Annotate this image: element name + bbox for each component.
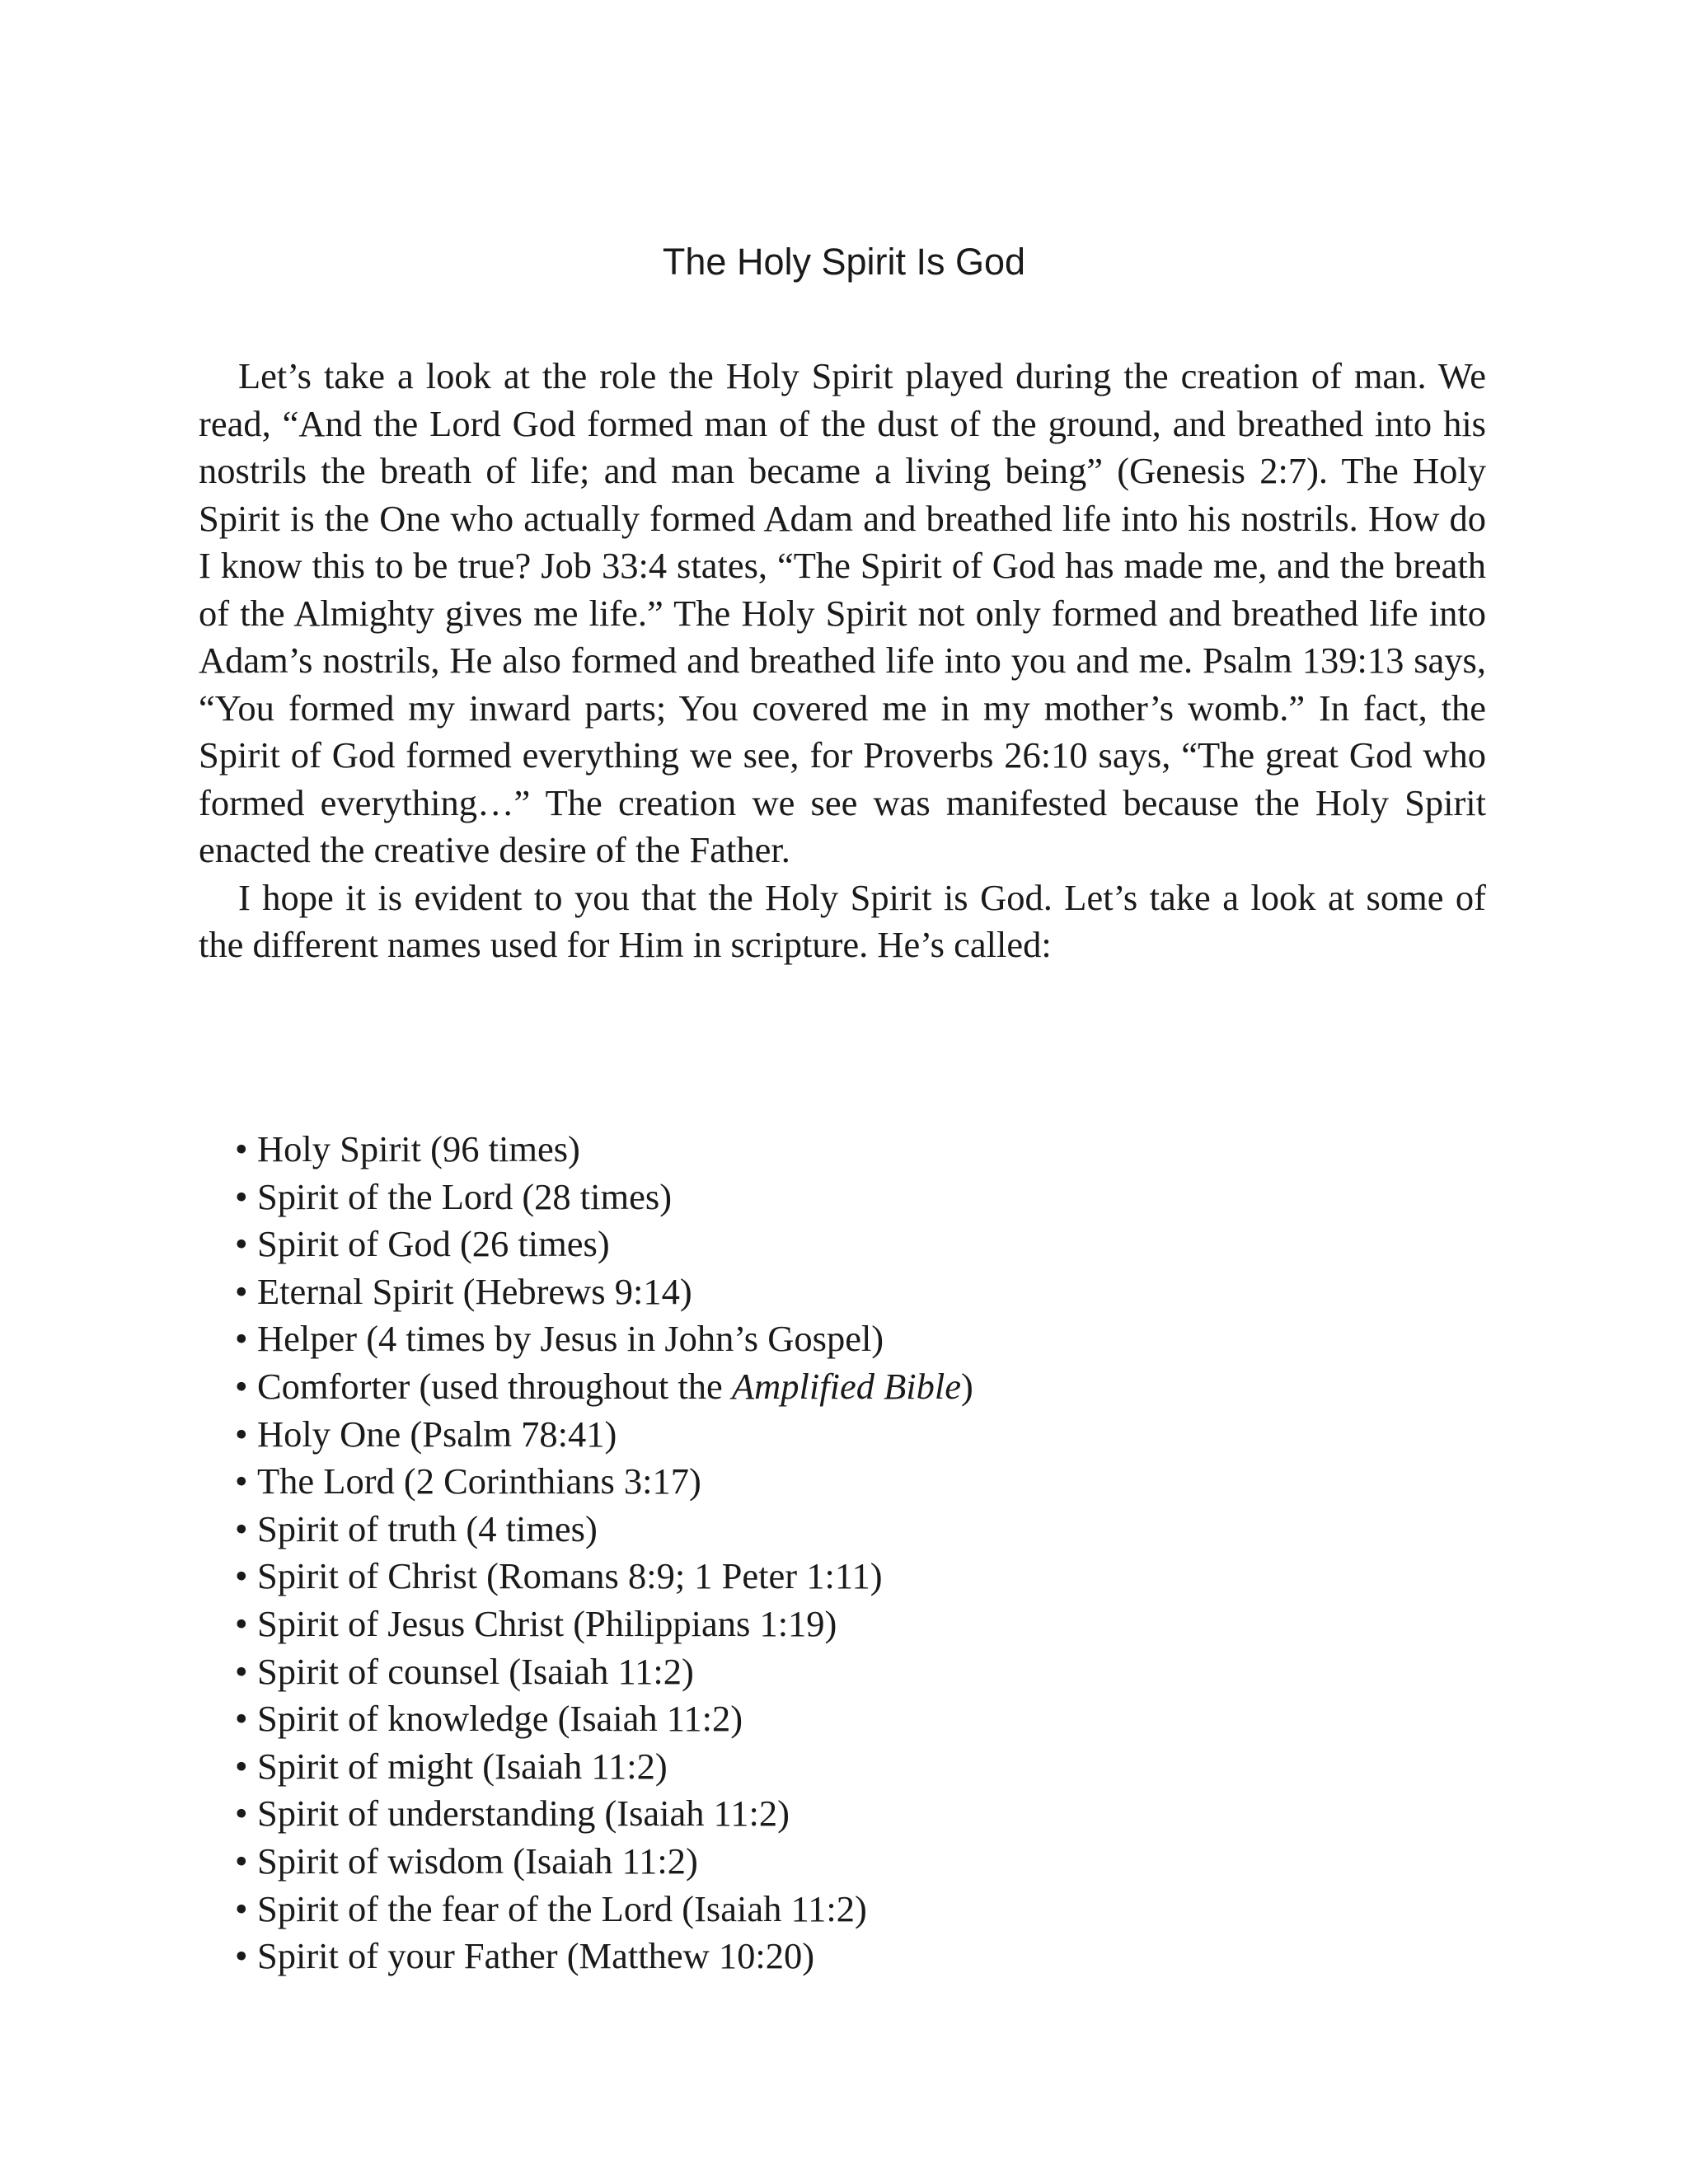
list-item (235, 1411, 973, 1459)
list-item (235, 1933, 973, 1980)
list-item-text (257, 1366, 973, 1407)
list-item (235, 1315, 973, 1363)
list-item (235, 1790, 973, 1838)
bullet-icon: • (235, 1507, 248, 1549)
list-item-text: Holy Spirit (96 times) (257, 1128, 580, 1169)
list-item (235, 1601, 973, 1648)
list-item (235, 1506, 973, 1554)
bullet-icon: • (235, 1223, 248, 1265)
list-item-text: Spirit of truth (4 times) (257, 1507, 598, 1549)
bullet-icon: • (235, 1555, 248, 1597)
list-item (235, 1268, 973, 1316)
bullet-icon: • (235, 1602, 248, 1644)
list-item-text: Spirit of the fear of the Lord (Isaiah 11:2) (257, 1887, 867, 1929)
bullet-icon: • (235, 1840, 248, 1882)
list-item-text-italic: Amplified Bible (731, 1365, 961, 1407)
bullet-icon: • (235, 1650, 248, 1692)
list-item (235, 1886, 973, 1933)
list-item-text: Spirit of your Father (Matthew 10:20) (257, 1935, 815, 1977)
list-item-text: Eternal Spirit (Hebrews 9:14) (257, 1270, 692, 1312)
bullet-icon: • (235, 1745, 248, 1787)
bullet-icon: • (235, 1460, 248, 1502)
list-item-text: Holy One (Psalm 78:41) (257, 1413, 617, 1455)
bullet-icon: • (235, 1365, 248, 1407)
bullet-icon: • (235, 1128, 248, 1169)
list-item (235, 1458, 973, 1506)
list-item-text-start: Comforter (used throughout the (257, 1365, 732, 1407)
list-item (235, 1695, 973, 1743)
list-item (235, 1553, 973, 1601)
list-item (235, 1363, 973, 1411)
page-title: The Holy Spirit Is God (662, 241, 1026, 283)
bullet-icon: • (235, 1698, 248, 1740)
bullet-icon: • (235, 1318, 248, 1360)
body-text (199, 353, 1486, 969)
list-item-text: The Lord (2 Corinthians 3:17) (257, 1460, 701, 1502)
list-item (235, 1743, 973, 1791)
paragraph-names-intro: I hope it is evident to you that the Holy Spirit is God. Let’s take a look at some of the different names used for Him in scripture. He’s called: (199, 876, 1486, 965)
bullet-icon: • (235, 1413, 248, 1455)
list-item (235, 1221, 973, 1268)
bullet-icon: • (235, 1793, 248, 1835)
list-item-text: Spirit of counsel (Isaiah 11:2) (257, 1650, 694, 1692)
list-item-text: Spirit of knowledge (Isaiah 11:2) (257, 1698, 743, 1740)
list-item-text: Spirit of Jesus Christ (Philippians 1:19) (257, 1602, 837, 1644)
list-item-text: Spirit of wisdom (Isaiah 11:2) (257, 1840, 698, 1882)
list-item (235, 1126, 973, 1174)
list-item-text: Spirit of the Lord (28 times) (257, 1175, 673, 1217)
bullet-icon: • (235, 1935, 248, 1977)
list-item (235, 1838, 973, 1886)
list-item-text: Helper (4 times by Jesus in John’s Gospel) (257, 1318, 884, 1360)
bullet-icon: • (235, 1270, 248, 1312)
list-item-text: Spirit of might (Isaiah 11:2) (257, 1745, 668, 1787)
list-item (235, 1648, 973, 1696)
paragraph-creation: Let’s take a look at the role the Holy Spirit played during the creation of man. We read, “And the Lord God formed man of the dust of the ground, and breathed into his nostrils the breath of life; and man became a living being” (Genesis 2:7). The Holy Spirit is the One who actually formed Adam and breathed life into his nostrils. How do I know this to be true? Job 33:4 states, “The Spirit of God has made me, and the breath of the Almighty gives me life.” The Holy Spirit not only formed and breathed life into Adam’s nostrils, He also formed and breathed life into you and me. Psalm 139:13 says, “You formed my inward parts; You covered me in my mother’s womb.” In fact, the Spirit of God formed everything we see, for Proverbs 26:10 says, “The great God who formed everything…” The creation we see was manifested because the Holy Spirit enacted the creative desire of the Father. (199, 355, 1486, 870)
list-item-text-end: ) (960, 1365, 973, 1407)
list-item (235, 1174, 973, 1221)
list-item-text: Spirit of understanding (Isaiah 11:2) (257, 1793, 790, 1835)
names-list (235, 1126, 973, 1980)
bullet-icon: • (235, 1175, 248, 1217)
bullet-icon: • (235, 1887, 248, 1929)
list-item-text: Spirit of God (26 times) (257, 1223, 610, 1265)
list-item-text: Spirit of Christ (Romans 8:9; 1 Peter 1:11) (257, 1555, 883, 1597)
